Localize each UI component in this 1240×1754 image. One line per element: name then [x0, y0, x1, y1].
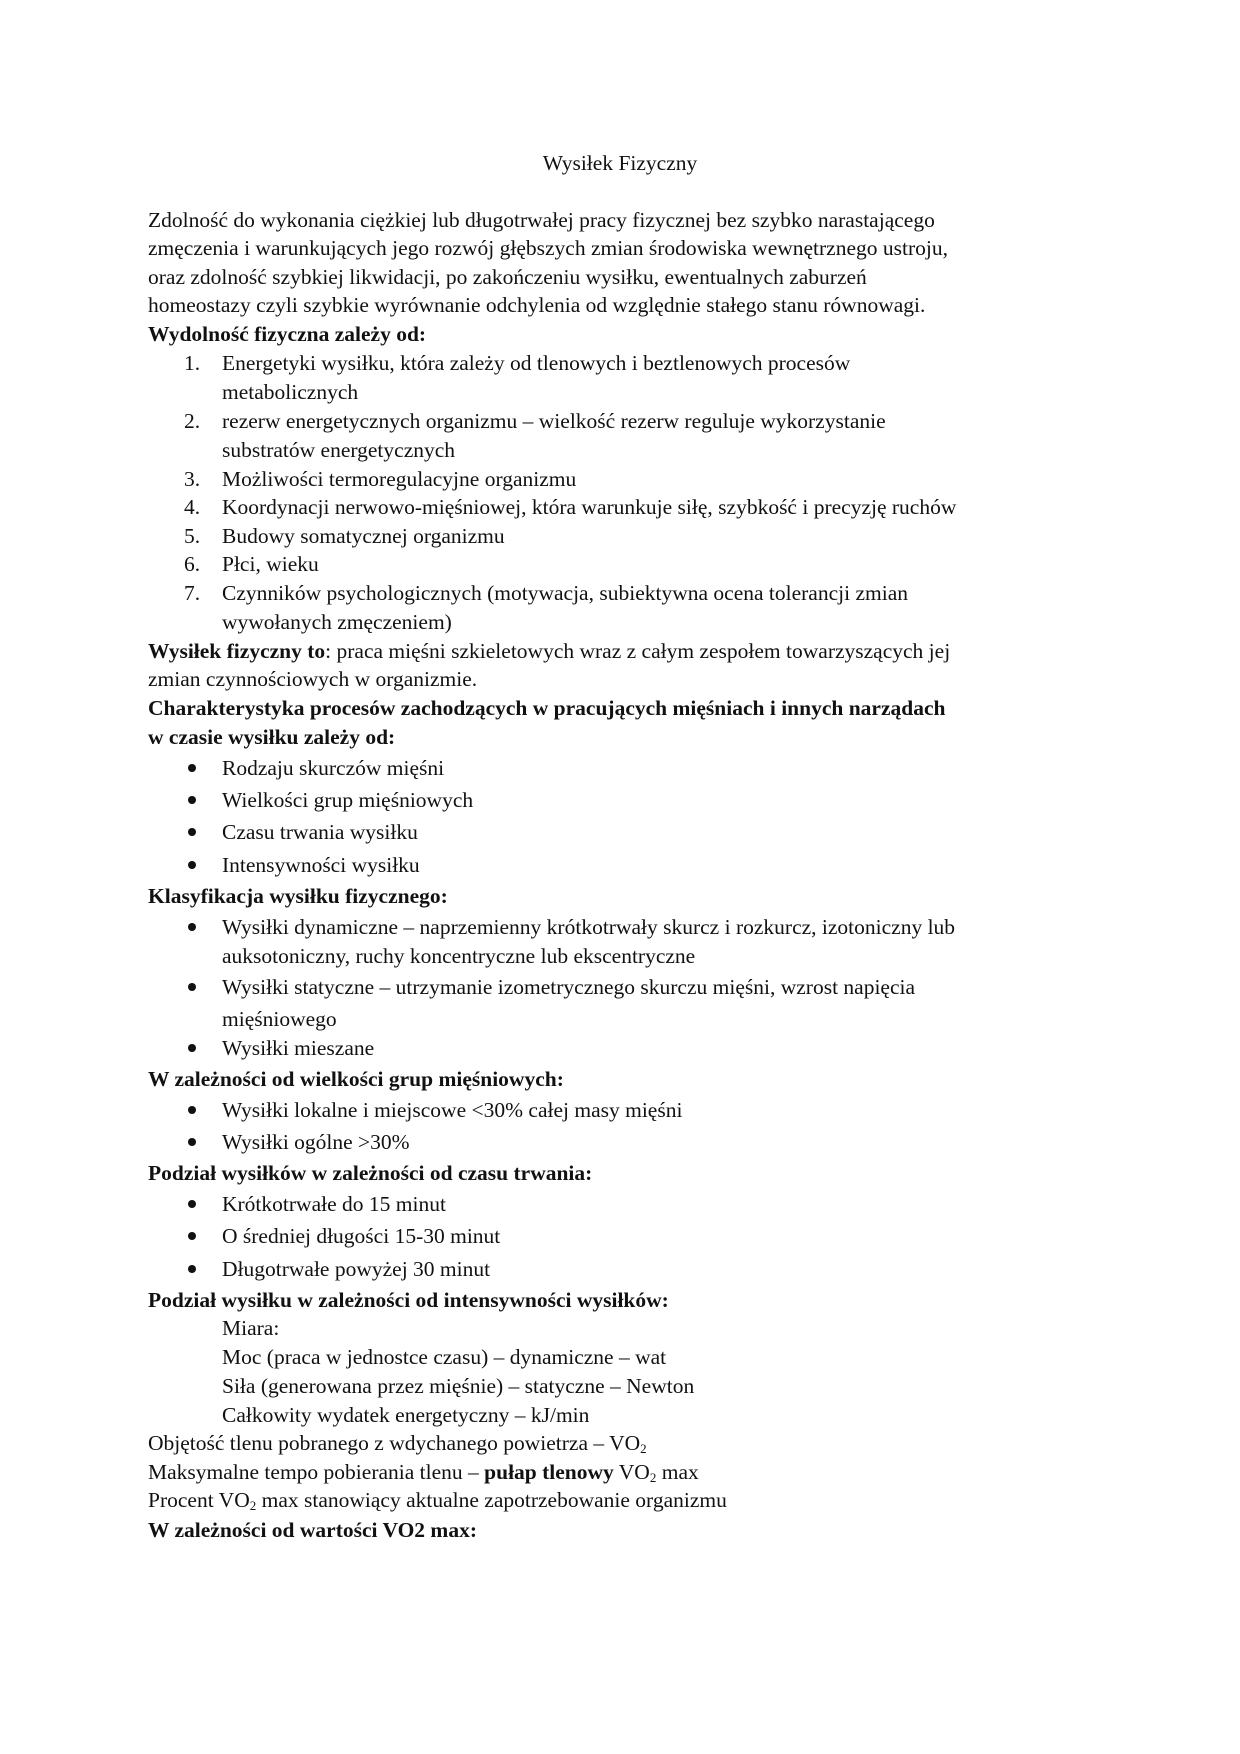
bullet-icon — [188, 1138, 196, 1146]
bullet-icon — [188, 1106, 196, 1114]
bullet-icon — [188, 923, 196, 931]
list-item: Budowy somatycznej organizmu — [222, 524, 505, 548]
section-heading: Klasyfikacja wysiłku fizycznego: — [148, 884, 448, 908]
bullet-item: Wysiłki mieszane — [222, 1036, 375, 1060]
definition-line: zmian czynnościowych w organizmie. — [148, 667, 478, 691]
intro-line: homeostazy czyli szybkie wyrównanie odchylenia od względnie stałego stanu równowagi. — [148, 293, 926, 317]
bullet-icon — [188, 983, 196, 991]
intro-line: oraz zdolność szybkiej likwidacji, po zakończeniu wysiłku, ewentualnych zaburzeń — [148, 265, 867, 289]
bullet-icon — [188, 1200, 196, 1208]
bullet-icon — [188, 1232, 196, 1240]
bullet-item: Intensywności wysiłku — [222, 853, 420, 877]
list-item: Energetyki wysiłku, która zależy od tlenowych i beztlenowych procesów — [222, 351, 851, 375]
bullet-icon — [188, 1044, 196, 1052]
list-number: 6. — [184, 552, 201, 576]
section-heading: W zależności od wielkości grup mięśniowych: — [148, 1067, 564, 1091]
section-heading: w czasie wysiłku zależy od: — [148, 725, 396, 749]
intro-line: Zdolność do wykonania ciężkiej lub długotrwałej pracy fizycznej bez szybko narastającego — [148, 208, 935, 232]
bullet-item: Wysiłki statyczne – utrzymanie izometrycznego skurczu mięśni, wzrost napięcia — [222, 975, 916, 999]
bullet-icon — [188, 861, 196, 869]
measure-line: Siła (generowana przez mięśnie) – statyczne – Newton — [222, 1374, 695, 1398]
list-item-continued: wywołanych zmęczeniem) — [222, 610, 452, 634]
bullet-item: Wysiłki lokalne i miejscowe <30% całej masy mięśni — [222, 1098, 683, 1122]
definition-line: Wysiłek fizyczny to: praca mięśni szkieletowych wraz z całym zespołem towarzyszących jej — [148, 639, 951, 663]
bullet-icon — [188, 1265, 196, 1273]
section-heading: Wydolność fizyczna zależy od: — [148, 322, 427, 346]
vo2-line: Objętość tlenu pobranego z wdychanego powietrza – $VO_2$ — [148, 1431, 647, 1456]
list-number: 3. — [184, 467, 201, 491]
measure-line: Całkowity wydatek energetyczny – kJ/min — [222, 1403, 590, 1427]
bullet-icon — [188, 764, 196, 772]
bullet-item: Wielkości grup mięśniowych — [222, 788, 474, 812]
vo2-percent-line: Procent $VO_2$ max stanowiący aktualne zapotrzebowanie organizmu — [148, 1488, 727, 1513]
bullet-item: Wysiłki dynamiczne – naprzemienny krótkotrwały skurcz i rozkurcz, izotoniczny lub — [222, 915, 956, 939]
list-item: Koordynacji nerwowo-mięśniowej, która warunkuje siłę, szybkość i precyzję ruchów — [222, 495, 957, 519]
bullet-item: Długotrwałe powyżej 30 minut — [222, 1257, 491, 1281]
section-heading: Podział wysiłków w zależności od czasu trwania: — [148, 1161, 593, 1185]
list-item: Możliwości termoregulacyjne organizmu — [222, 467, 577, 491]
intro-line: zmęczenia i warunkujących jego rozwój głębszych zmian środowiska wewnętrznego ustroju, — [148, 236, 948, 260]
section-heading: Charakterystyka procesów zachodzących w pracujących mięśniach i innych narządach — [148, 696, 946, 720]
section-heading: Podział wysiłku w zależności od intensywności wysiłków: — [148, 1288, 669, 1312]
bullet-item-continued: auksotoniczny, ruchy koncentryczne lub ekscentryczne — [222, 944, 696, 968]
bullet-icon — [188, 796, 196, 804]
list-item: Czynników psychologicznych (motywacja, subiektywna ocena tolerancji zmian — [222, 581, 908, 605]
list-item-continued: metabolicznych — [222, 380, 359, 404]
list-number: 1. — [184, 351, 201, 375]
measure-line: Miara: — [222, 1316, 280, 1340]
bullet-icon — [188, 828, 196, 836]
bullet-item: Czasu trwania wysiłku — [222, 820, 418, 844]
section-heading: W zależności od wartości VO2 max: — [148, 1518, 477, 1542]
list-item: rezerw energetycznych organizmu – wielkość rezerw reguluje wykorzystanie — [222, 409, 886, 433]
vo2max-line: Maksymalne tempo pobierania tlenu – pułap tlenowy $VO_2$ max — [148, 1460, 699, 1485]
list-number: 2. — [184, 409, 201, 433]
bullet-item: Wysiłki ogólne >30% — [222, 1130, 410, 1154]
list-item-continued: substratów energetycznych — [222, 438, 456, 462]
bullet-item: O średniej długości 15-30 minut — [222, 1224, 501, 1248]
measure-line: Moc (praca w jednostce czasu) – dynamiczne – wat — [222, 1345, 667, 1369]
list-number: 4. — [184, 495, 201, 519]
bullet-item-continued: mięśniowego — [222, 1007, 337, 1031]
list-number: 7. — [184, 581, 201, 605]
list-item: Płci, wieku — [222, 552, 319, 576]
bullet-item: Rodzaju skurczów mięśni — [222, 756, 445, 780]
list-number: 5. — [184, 524, 201, 548]
document-title: Wysiłek Fizyczny — [542, 151, 698, 175]
bullet-item: Krótkotrwałe do 15 minut — [222, 1192, 446, 1216]
